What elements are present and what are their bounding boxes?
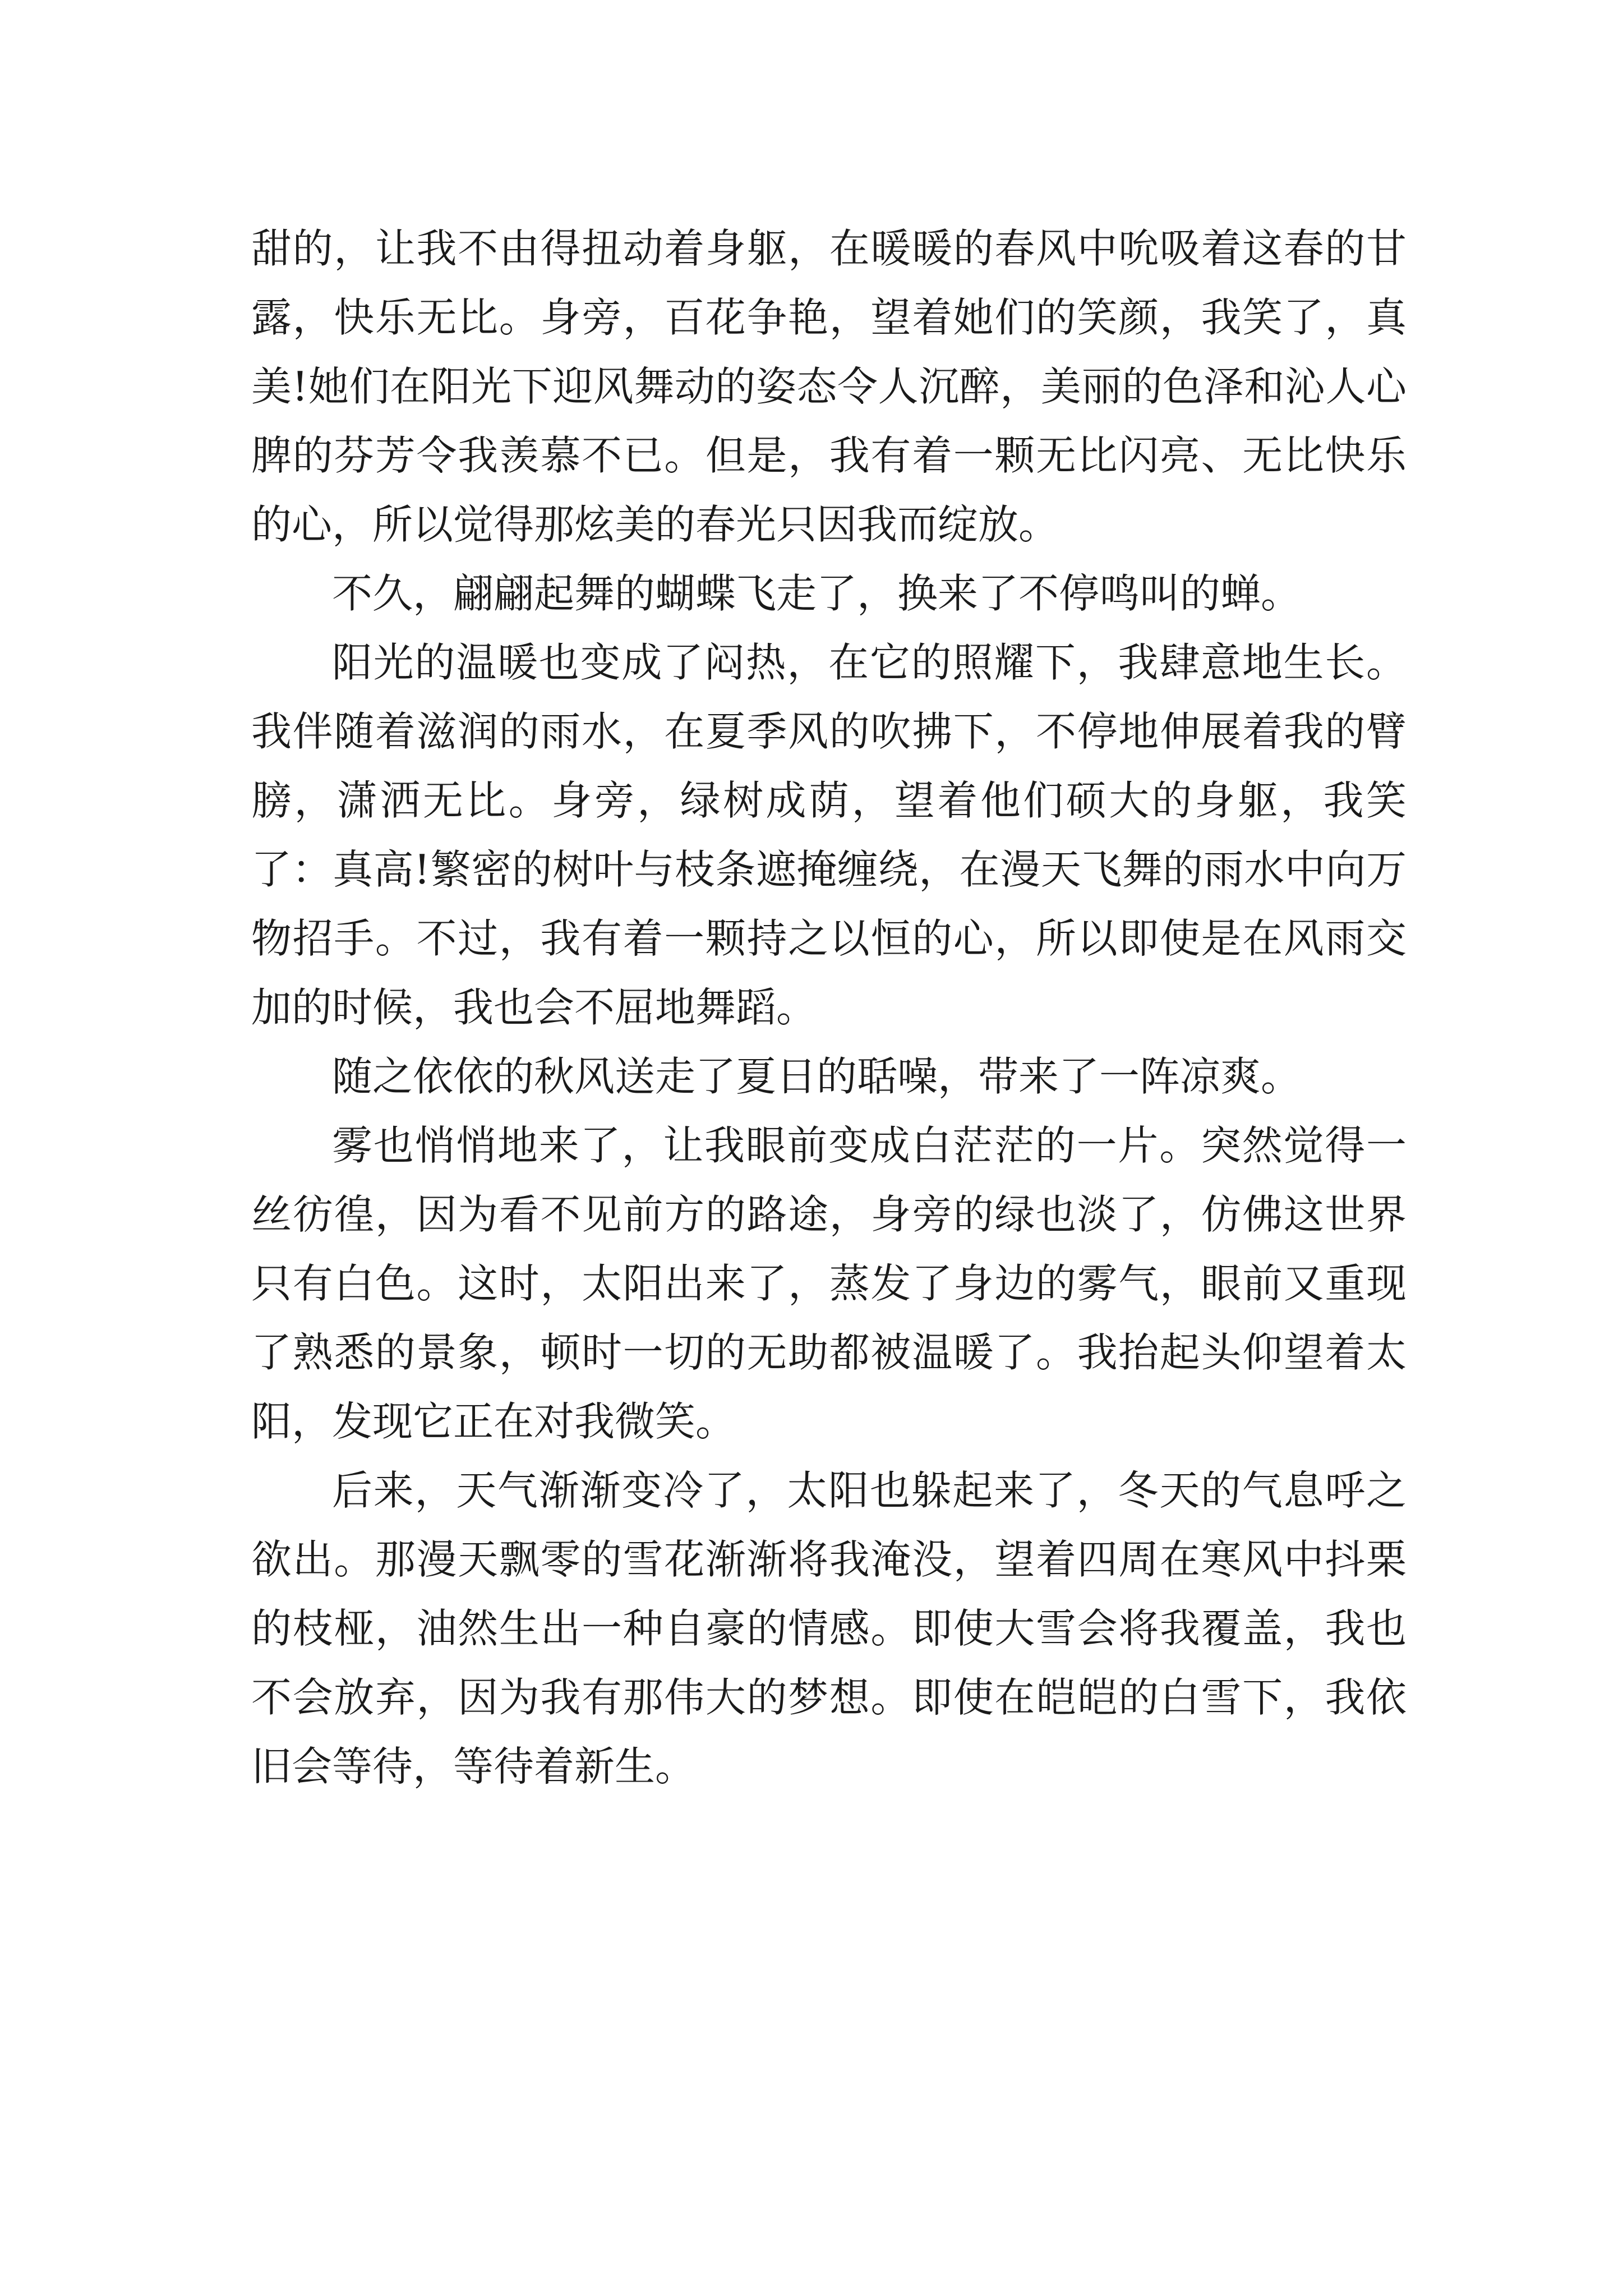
paragraph-fog: 雾也悄悄地来了，让我眼前变成白茫茫的一片。突然觉得一丝彷徨，因为看不见前方的路途，身旁的绿也淡了，仿佛这世界只有白色。这时，太阳出来了，蒸发了身边的雾气，眼前又重现了熟悉的景象，顿时一切的无助都被温暖了。我抬起头仰望着太阳，发现它正在对我微笑。 (251, 1122, 1407, 1445)
paragraph-autumn-wind: 随之依依的秋风送走了夏日的聒噪，带来了一阵凉爽。 (332, 1053, 1302, 1100)
body-text (251, 214, 1407, 1801)
paragraph-butterfly-cicada: 不久，翩翩起舞的蝴蝶飞走了，换来了不停鸣叫的蝉。 (332, 570, 1302, 617)
paragraph-spring: 甜的，让我不由得扭动着身躯，在暖暖的春风中吮吸着这春的甘露，快乐无比。身旁，百花争艳，望着她们的笑颜，我笑了，真美!她们在阳光下迎风舞动的姿态令人沉醉，美丽的色泽和沁人心脾的芬芳令我羡慕不已。但是，我有着一颗无比闪亮、无比快乐的心，所以觉得那炫美的春光只因我而绽放。 (251, 225, 1407, 548)
paragraph-summer: 阳光的温暖也变成了闷热，在它的照耀下，我肆意地生长。我伴随着滋润的雨水，在夏季风的吹拂下，不停地伸展着我的臂膀，潇洒无比。身旁，绿树成荫，望着他们硕大的身躯，我笑了：真高!繁密的树叶与枝条遮掩缠绕，在漫天飞舞的雨水中向万物招手。不过，我有着一颗持之以恒的心，所以即使是在风雨交加的时候，我也会不屈地舞蹈。 (251, 639, 1407, 1031)
paragraph-winter: 后来，天气渐渐变冷了，太阳也躲起来了，冬天的气息呼之欲出。那漫天飘零的雪花渐渐将我淹没，望着四周在寒风中抖栗的枝桠，油然生出一种自豪的情感。即使大雪会将我覆盖，我也不会放弃，因为我有那伟大的梦想。即使在皑皑的白雪下，我依旧会等待，等待着新生。 (251, 1467, 1407, 1790)
